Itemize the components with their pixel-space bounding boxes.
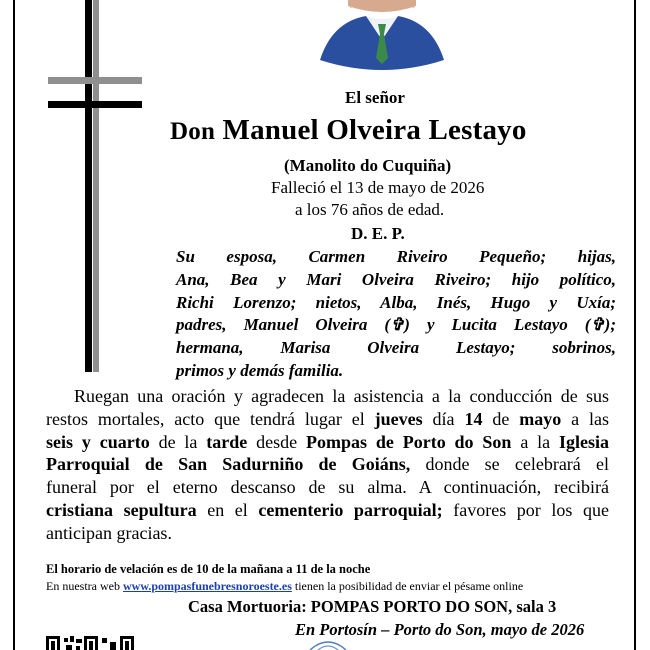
cross-vertical-black (85, 0, 92, 372)
family-line: Richi Lorenzo; nietos, Alba, Inés, Hugo y Uxía; (176, 292, 616, 312)
honorific: El señor (345, 88, 405, 107)
name-prefix: Don (170, 118, 216, 145)
deceased-photo (312, 0, 452, 72)
family-line: Ana, Bea y Mari Olveira Riveiro; hijo político, (176, 269, 616, 289)
web-note: En nuestra web www.pompasfunebresnoroeste.es tienen la posibilidad de enviar el pésame online (46, 579, 524, 593)
cross-horizontal-gray (48, 77, 142, 84)
seal-icon (306, 640, 350, 650)
page-border-left (13, 0, 15, 650)
paragraph-line: seis y cuarto de la tarde desde Pompas de Porto do Son a la Iglesia (46, 431, 610, 452)
paragraph-line: anticipan gracias. (46, 522, 172, 543)
cross-vertical-gray (93, 0, 99, 372)
death-date: Falleció el 13 de mayo de 2026 (271, 178, 485, 197)
age: a los 76 años de edad. (295, 200, 445, 219)
funeral-home: Casa Mortuoria: POMPAS PORTO DO SON, sala 3 (188, 597, 557, 616)
place-date: En Portosín – Porto do Son, mayo de 2026 (295, 620, 585, 639)
wake-hours: El horario de velación es de 10 de la mañana a 11 de la noche (46, 562, 371, 576)
page-border-right (634, 0, 636, 650)
ceremony-paragraph (46, 385, 609, 545)
paragraph-line: Ruegan una oración y agradecen la asistencia a la conducción de sus (74, 386, 609, 406)
family-line: padres, Manuel Olveira (✞) y Lucita Lestayo (✞); (176, 315, 616, 335)
paragraph-line: restos mortales, acto que tendrá lugar el jueves día 14 de mayo a las (46, 408, 609, 429)
deceased-name (170, 114, 527, 147)
family-list (176, 246, 616, 383)
name-text: Manuel Olveira Lestayo (222, 114, 527, 146)
paragraph-line: cristiana sepultura en el cementerio parroquial; favores por los que (46, 499, 609, 520)
cross-horizontal-black (48, 101, 142, 108)
family-line: Su esposa, Carmen Riveiro Pequeño; hijas, (176, 247, 616, 266)
website-link[interactable]: www.pompasfunebresnoroeste.es (122, 579, 292, 593)
dep-text: D. E. P. (351, 224, 405, 243)
nickname: (Manolito do Cuquiña) (284, 156, 452, 175)
family-line: hermana, Marisa Olveira Lestayo; sobrinos, (176, 338, 616, 358)
family-line: primos y demás familia. (176, 360, 344, 380)
paragraph-line: Parroquial de San Sadurniño de Goiáns, donde se celebrará el (46, 454, 609, 475)
paragraph-line: funeral por el eterno descanso de su alma. A continuación, recibirá (46, 477, 609, 498)
qr-code-icon (46, 636, 136, 650)
